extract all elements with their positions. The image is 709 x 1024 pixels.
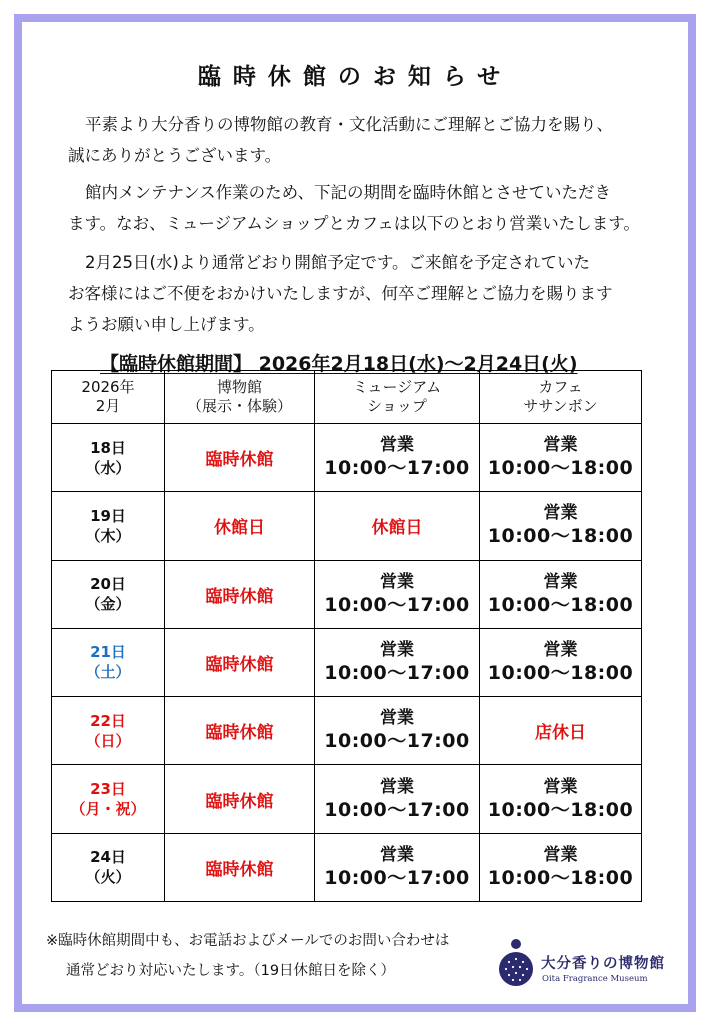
cafe-hours: 10:00～18:00 [487,593,634,616]
cafe-status-cell [480,765,642,833]
museum-status: 臨時休館 [205,859,274,880]
cafe-hours: 10:00～18:00 [487,661,634,684]
footnote-line: ※臨時休館期間中も、お電話およびメールでのお問い合わせは [46,933,450,949]
shop-status: 営業 [380,776,414,797]
weekday-label: （木） [85,526,131,545]
shop-hours: 10:00～17:00 [324,866,470,889]
paragraph-line: ようお願い申し上げます。 [68,315,265,334]
notice-title: 臨時休館のお知らせ [197,64,513,90]
museum-status-cell [165,628,315,696]
cafe-status: 営業 [543,435,578,456]
museum-status-cell [165,560,315,628]
shop-hours: 10:00～17:00 [324,457,470,480]
cafe-status-cell [480,697,642,765]
weekday-label: （土） [85,663,131,682]
table-row [52,697,642,765]
shop-status-cell [315,697,480,765]
day-label: 21日 [90,643,126,662]
shop-status: 営業 [380,844,414,865]
shop-status: 休館日 [371,518,423,539]
cafe-status: 営業 [543,503,578,524]
day-label: 20日 [90,575,126,594]
footnote [46,926,449,986]
maintenance-paragraph [68,177,666,239]
weekday-label: （月・祝） [70,800,146,819]
shop-status: 営業 [380,708,414,729]
table-row [52,424,642,492]
table-row [52,492,642,560]
header-shop: ミュージアム ショップ [315,371,480,424]
fragrance-museum-logo-icon [497,938,537,990]
cafe-status-cell [480,833,642,901]
footnote-line: 通常どおり対応いたします。（19日休館日を除く） [66,963,396,979]
reopening-paragraph [68,247,666,340]
table-row [52,560,642,628]
museum-status-cell [165,424,315,492]
museum-status: 臨時休館 [205,723,274,744]
shop-status-cell [315,424,480,492]
date-cell [52,833,165,901]
header-cafe: カフェ ササンボン [480,371,642,424]
museum-status: 臨時休館 [205,791,274,812]
shop-status: 営業 [380,571,414,592]
cafe-hours: 10:00～18:00 [487,525,634,548]
shop-status-cell [315,492,480,560]
cafe-status: 営業 [543,776,578,797]
closure-period-heading: 【臨時休館期間】 2026年2月18日(水)～2月24日(火) [100,353,578,375]
day-label: 23日 [90,780,126,799]
museum-status-cell [165,765,315,833]
shop-status-cell [315,833,480,901]
museum-status-cell [165,492,315,560]
cafe-status: 営業 [543,844,578,865]
shop-status: 営業 [380,435,414,456]
intro-paragraph [68,109,666,171]
museum-status: 臨時休館 [205,450,274,471]
day-label: 19日 [90,506,126,525]
cafe-status-cell [480,560,642,628]
cafe-status-cell [480,492,642,560]
day-label: 24日 [90,848,126,867]
shop-status-cell [315,765,480,833]
weekday-label: （日） [85,731,131,750]
paragraph-line: 2月25日(水)より通常どおり開館予定です。ご来館を予定されていた [85,253,591,272]
date-cell [52,765,165,833]
weekday-label: （水） [85,458,131,477]
museum-status-cell [165,697,315,765]
museum-status: 休館日 [214,518,265,539]
paragraph-line: 平素より大分香りの博物館の教育・文化活動にご理解とご協力を賜り、 [85,115,613,134]
date-cell [52,560,165,628]
museum-logo [497,938,687,994]
day-label: 22日 [90,711,126,730]
header-date: 2026年 2月 [52,371,165,424]
weekday-label: （金） [85,595,131,614]
shop-hours: 10:00～17:00 [324,730,470,753]
cafe-status: 店休日 [535,723,586,744]
header-museum: 博物館 （展示・体験） [165,371,315,424]
shop-status: 営業 [380,639,414,660]
paragraph-line: 館内メンテナンス作業のため、下記の期間を臨時休館とさせていただき [85,183,612,202]
museum-status-cell [165,833,315,901]
weekday-label: （火） [85,868,131,887]
cafe-status-cell [480,628,642,696]
cafe-hours: 10:00～18:00 [487,457,634,480]
museum-status: 臨時休館 [205,586,274,607]
shop-hours: 10:00～17:00 [324,798,470,821]
table-row [52,765,642,833]
cafe-status-cell [480,424,642,492]
shop-hours: 10:00～17:00 [324,593,470,616]
date-cell [52,492,165,560]
paragraph-line: ます。なお、ミュージアムショップとカフェは以下のとおり営業いたします。 [68,214,640,233]
cafe-status: 営業 [543,639,578,660]
cafe-hours: 10:00～18:00 [487,866,634,889]
day-label: 18日 [90,438,126,457]
logo-name-en: Oita Fragrance Museum [542,974,648,984]
museum-status: 臨時休館 [205,654,274,675]
shop-status-cell [315,628,480,696]
shop-status-cell [315,560,480,628]
date-cell [52,424,165,492]
schedule-table [51,370,642,902]
table-row [52,628,642,696]
cafe-hours: 10:00～18:00 [487,798,634,821]
date-cell [52,628,165,696]
shop-hours: 10:00～17:00 [324,661,470,684]
paragraph-line: 誠にありがとうございます。 [68,146,282,165]
logo-name-ja: 大分香りの博物館 [541,955,665,972]
date-cell [52,697,165,765]
paragraph-line: お客様にはご不便をおかけいたしますが、何卒ご理解とご協力を賜ります [68,284,613,303]
table-row [52,833,642,901]
table-header-row [52,371,642,424]
cafe-status: 営業 [543,571,578,592]
